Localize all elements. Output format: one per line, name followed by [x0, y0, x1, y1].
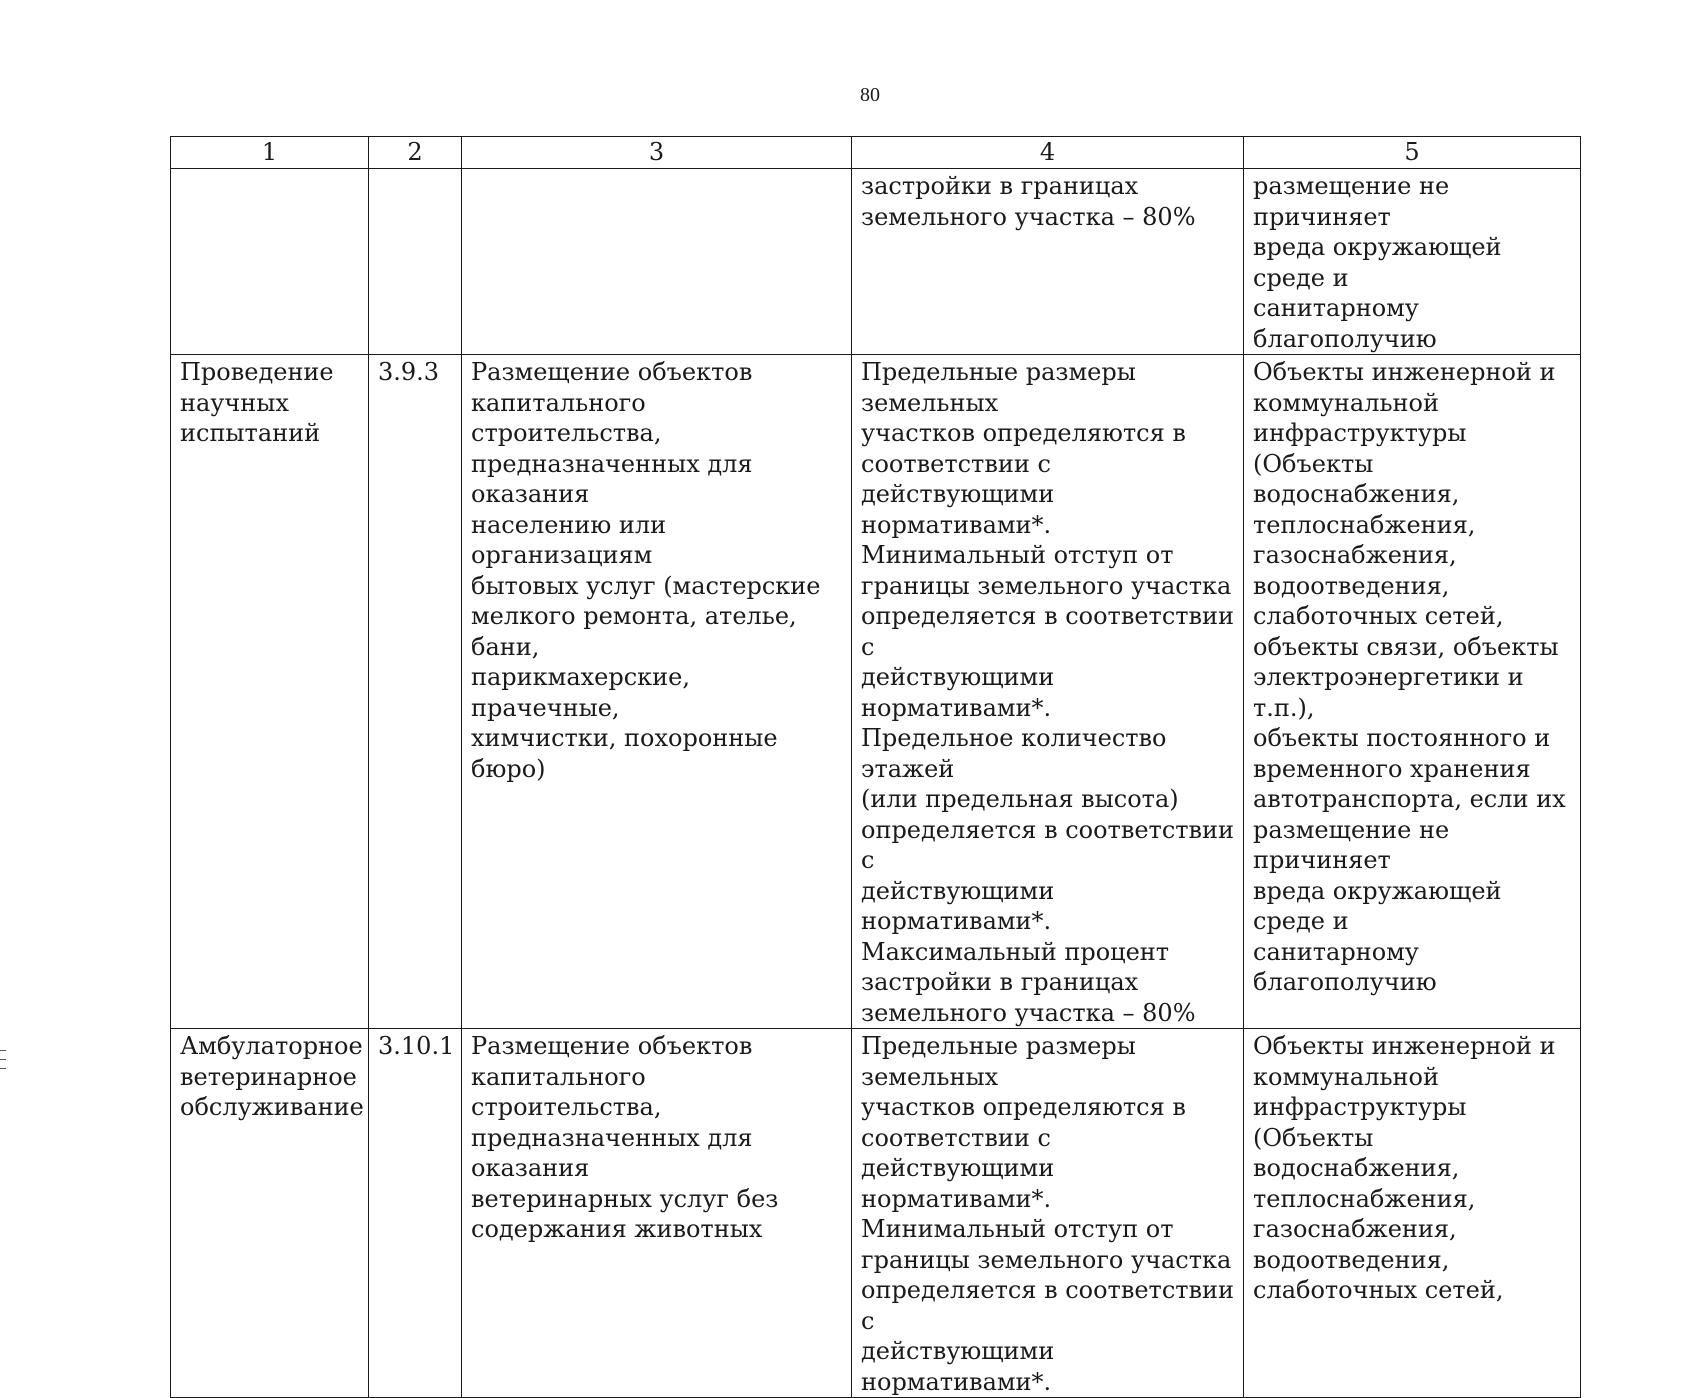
- cell-use-name: Проведение научных испытаний: [171, 355, 369, 1029]
- cell-parameters: Предельные размеры земельных участков определяются в соответствии с действующими нормативами*. Минимальный отступ от границы земельного участка определяется в соответствии с действующими нормативами*. Предельное количество этажей (или предельная высота) определяется в соответствии с действующими нормативами*. Максимальный процент застройки в границах земельного участка – 80%: [852, 355, 1244, 1029]
- cell-use-code: [369, 169, 462, 355]
- cell-use-description: [462, 169, 852, 355]
- cell-use-code: 3.9.3: [369, 355, 462, 1029]
- table-row: [171, 169, 1581, 355]
- cell-use-description: Размещение объектов капитального строительства, предназначенных для оказания населению или организациям бытовых услуг (мастерские мелкого ремонта, ателье, бани, парикмахерские, прачечные, химчистки, похоронные бюро): [462, 355, 852, 1029]
- column-header-5: 5: [1244, 137, 1581, 169]
- column-header-2: 2: [369, 137, 462, 169]
- regulations-table: [170, 136, 1581, 1398]
- cell-use-description: Размещение объектов капитального строительства, предназначенных для оказания ветеринарных услуг без содержания животных: [462, 1029, 852, 1398]
- column-header-1: 1: [171, 137, 369, 169]
- cell-parameters: Предельные размеры земельных участков определяются в соответствии с действующими нормативами*. Минимальный отступ от границы земельного участка определяется в соответствии с действующими нормативами*.: [852, 1029, 1244, 1398]
- cell-infrastructure: Объекты инженерной и коммунальной инфраструктуры (Объекты водоснабжения, теплоснабжения, газоснабжения, водоотведения, слаботочных сетей,: [1244, 1029, 1581, 1398]
- table-header-row: [171, 137, 1581, 169]
- margin-tick: [0, 1059, 6, 1060]
- cell-use-code: 3.10.1: [369, 1029, 462, 1398]
- margin-tick: [0, 1068, 6, 1069]
- cell-parameters: застройки в границах земельного участка – 80%: [852, 169, 1244, 355]
- cell-use-name: Амбулаторное ветеринарное обслуживание: [171, 1029, 369, 1398]
- column-header-4: 4: [852, 137, 1244, 169]
- page-number: 80: [860, 84, 880, 106]
- cell-infrastructure: размещение не причиняет вреда окружающей среде и санитарному благополучию: [1244, 169, 1581, 355]
- cell-infrastructure: Объекты инженерной и коммунальной инфраструктуры (Объекты водоснабжения, теплоснабжения, газоснабжения, водоотведения, слаботочных сетей, объекты связи, объекты электроэнергетики и т.п.), объекты постоянного и временного хранения автотранспорта, если их размещение не причиняет вреда окружающей среде и санитарному благополучию: [1244, 355, 1581, 1029]
- margin-tick: [0, 1050, 6, 1051]
- column-header-3: 3: [462, 137, 852, 169]
- cell-use-name: [171, 169, 369, 355]
- binding-margin-marks: [0, 1050, 6, 1077]
- table-row: [171, 1029, 1581, 1398]
- table-row: [171, 355, 1581, 1029]
